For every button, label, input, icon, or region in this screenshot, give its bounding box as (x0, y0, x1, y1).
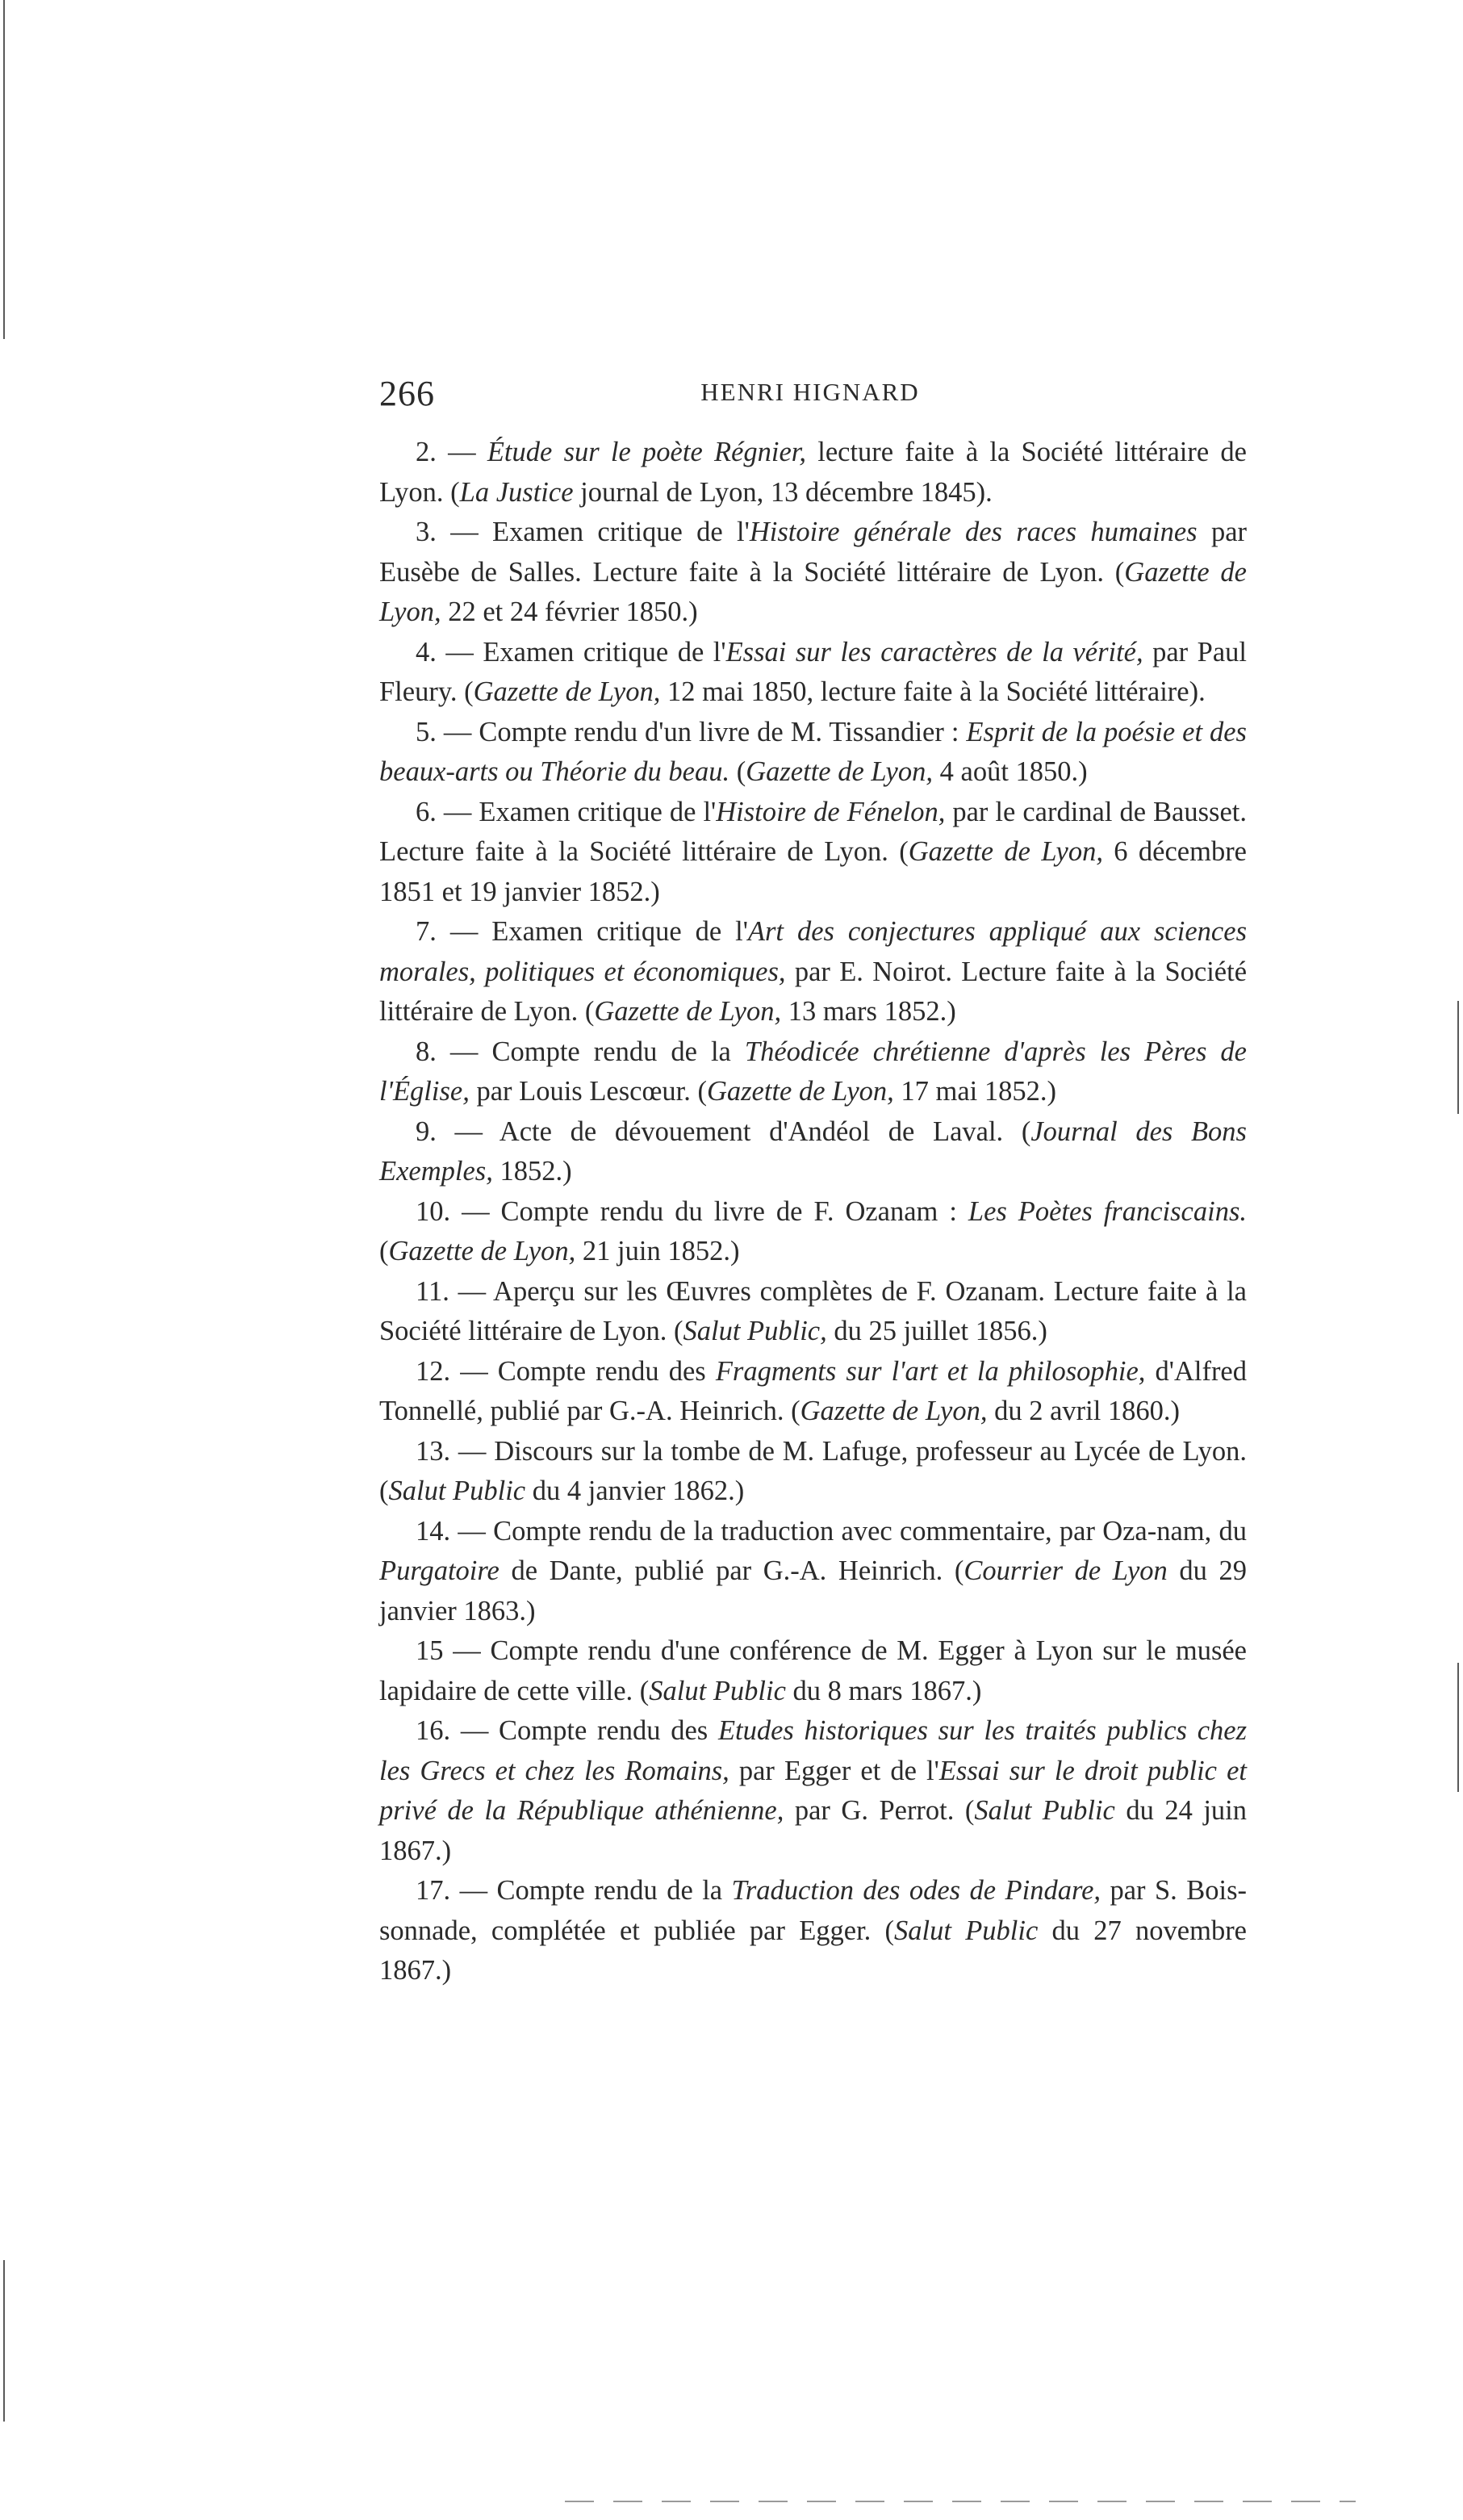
left-edge-mark-lower (3, 2260, 5, 2422)
entry-title-italic: Étude sur le poète Régnier, (487, 437, 807, 467)
bibliography-entry (379, 1871, 1247, 1991)
entry-number: 6. (416, 796, 437, 827)
entry-number: 2. (416, 437, 437, 467)
entry-text: — Examen critique de l' (436, 636, 726, 668)
entry-text: 21 juin 1852.) (575, 1236, 740, 1266)
entry-title-italic: Essai sur les caractères de la vérité, (725, 636, 1143, 668)
entry-text: — Examen critique de l' (436, 916, 748, 947)
entry-text: 22 et 24 février 1850.) (441, 597, 698, 627)
entry-text: 17 mai 1852.) (893, 1076, 1056, 1107)
entry-text: 13 mars 1852.) (781, 996, 956, 1027)
entry-title-italic: Salut Public (894, 1915, 1039, 1946)
bibliography-entry (379, 1272, 1247, 1352)
running-head: HENRI HIGNARD (700, 378, 920, 406)
entry-text: — Compte rendu de la traduction avec commentaire, par Oza-nam, du (450, 1515, 1247, 1547)
entry-text: par Paul Fleury. ( (379, 636, 1247, 707)
entry-text: ( (729, 756, 746, 787)
entry-text: par Eusèbe de Salles. Lecture faite à la Société littéraire de Lyon. ( (379, 517, 1247, 588)
entry-text: de Dante, publié par G.-A. Heinrich. ( (499, 1555, 964, 1586)
entry-title-italic: Histoire générale des races humaines (749, 517, 1198, 547)
entry-text: ( (379, 1236, 389, 1266)
entry-text: — Discours sur la tombe de M. Lafuge, professeur au Lycée de Lyon. ( (379, 1435, 1247, 1506)
entry-title-italic: Salut Public (388, 1476, 526, 1506)
entry-text: du 8 mars 1867.) (785, 1675, 982, 1706)
entry-text: par S. Bois-sonnade, complétée et publiée par Egger. ( (379, 1875, 1247, 1946)
entry-text: du 24 juin 1867.) (379, 1795, 1248, 1866)
entry-title-italic: Les Poètes franciscains. (968, 1195, 1248, 1227)
entry-text: — Examen critique de l' (436, 796, 717, 827)
entry-title-italic: Purgatoire (379, 1555, 500, 1586)
entry-text: du 25 juillet 1856.) (826, 1316, 1047, 1346)
entry-title-italic: Gazette de Lyon, (379, 556, 1247, 627)
entry-title-italic: Salut Public (974, 1795, 1115, 1826)
entry-text: par Egger et de l' (729, 1755, 939, 1786)
bibliography-entry (379, 1032, 1247, 1112)
entry-text: du 2 avril 1860.) (987, 1396, 1181, 1426)
entry-number: 16. (416, 1715, 451, 1746)
bibliography-entry (379, 713, 1247, 793)
entry-title-italic: Journal des Bons Exemples, (379, 1116, 1247, 1187)
page-number: 266 (379, 374, 435, 413)
entry-title-italic: Traduction des odes de Pindare, (731, 1875, 1101, 1906)
bibliography-list (379, 433, 1247, 1991)
entry-title-italic: La Justice (459, 476, 574, 508)
entry-text: du 4 janvier 1862.) (525, 1476, 745, 1506)
entry-title-italic: Gazette de Lyon, (473, 676, 661, 707)
entry-text: lecture faite à la Société littéraire de Lyon. ( (379, 437, 1247, 508)
bibliography-entry (379, 1512, 1247, 1632)
entry-title-italic: Gazette de Lyon, (800, 1396, 988, 1426)
entry-text: — Compte rendu du livre de F. Ozanam : (450, 1195, 968, 1227)
entry-title-italic: Histoire de Fénelon, (716, 796, 946, 827)
bibliography-entry (379, 1432, 1247, 1512)
entry-title-italic: Etudes historiques sur les traités publics chez les Grecs et chez les Romains, (379, 1715, 1247, 1786)
bottom-edge-dashes (565, 2501, 1356, 2502)
bibliography-entry (379, 513, 1247, 633)
entry-text: par G. Perrot. ( (784, 1795, 975, 1826)
bibliography-entry (379, 433, 1247, 513)
bibliography-entry (379, 1711, 1247, 1871)
entry-title-italic: Gazette de Lyon, (706, 1076, 894, 1107)
bibliography-entry (379, 1631, 1247, 1711)
entry-text: par le cardinal de Bausset. Lecture faite à la Société littéraire de Lyon. ( (379, 796, 1247, 867)
bibliography-entry (379, 912, 1247, 1032)
entry-title-italic: Gazette de Lyon, (388, 1236, 576, 1266)
entry-number: 13. (416, 1435, 451, 1467)
entry-title-italic: Gazette de Lyon, (908, 836, 1103, 867)
bibliography-entry (379, 1112, 1247, 1192)
right-edge-mark (1457, 1001, 1459, 1114)
entry-text: 12 mai 1850, lecture faite à la Société littéraire). (660, 676, 1206, 707)
entry-text: du 29 janvier 1863.) (379, 1555, 1247, 1626)
entry-text: 1852.) (492, 1156, 572, 1187)
entry-title-italic: Salut Public (649, 1675, 786, 1706)
entry-text: — Compte rendu de la (436, 1036, 745, 1067)
entry-text: — Compte rendu de la (450, 1875, 732, 1906)
entry-text: — Compte rendu d'un livre de M. Tissandier : (436, 716, 967, 747)
entry-title-italic: Courrier de Lyon (963, 1555, 1168, 1586)
entry-title-italic: Salut Public, (683, 1316, 827, 1346)
bibliography-entry (379, 1352, 1247, 1432)
entry-text: d'Alfred Tonnellé, publié par G.-A. Heinrich. ( (379, 1355, 1247, 1426)
entry-number: 11. (416, 1275, 449, 1307)
right-edge-mark-lower (1457, 1663, 1459, 1792)
page-header (379, 373, 1241, 421)
left-edge-mark (3, 0, 5, 339)
entry-title-italic: Théodicée chrétienne d'après les Pères de l'Église, (379, 1036, 1247, 1107)
entry-number: 9. (416, 1116, 437, 1147)
bibliography-entry (379, 633, 1247, 713)
entry-title-italic: Gazette de Lyon, (594, 996, 782, 1027)
entry-text: par E. Noirot. Lecture faite à la Société littéraire de Lyon. ( (379, 956, 1248, 1027)
entry-number: 10. (416, 1195, 451, 1227)
bibliography-entry (379, 1192, 1247, 1272)
entry-text: — Compte rendu des (450, 1355, 716, 1387)
entry-text: par Louis Lescœur. ( (469, 1076, 707, 1107)
entry-text: 6 décembre 1851 et 19 janvier 1852.) (379, 836, 1247, 907)
entry-title-italic: Esprit de la poésie et des beaux-arts ou Théorie du beau. (379, 716, 1247, 787)
entry-number: 4. (416, 636, 437, 668)
entry-number: 3. (416, 517, 437, 547)
entry-text: — Examen critique de l' (436, 517, 750, 547)
entry-text: journal de Lyon, 13 décembre 1845). (573, 476, 993, 508)
entry-text: — Compte rendu d'une conférence de M. Egger à Lyon sur le musée lapidaire de cette ville. ( (379, 1635, 1247, 1706)
entry-number: 12. (416, 1355, 451, 1387)
entry-text: — Acte de dévouement d'Andéol de Laval. ( (436, 1116, 1031, 1147)
entry-title-italic: Art des conjectures appliqué aux sciences morales, politiques et économiques, (379, 916, 1247, 987)
bibliography-entry (379, 793, 1247, 913)
entry-text: 4 août 1850.) (933, 756, 1088, 787)
entry-text: — Aperçu sur les Œuvres complètes de F. Ozanam. Lecture faite à la Société littéraire de Lyon. ( (379, 1275, 1247, 1346)
entry-number: 8. (416, 1036, 437, 1067)
entry-number: 14. (416, 1515, 451, 1547)
entry-number: 7. (416, 916, 437, 947)
entry-title-italic: Essai sur le droit public et privé de la République athénienne, (379, 1755, 1247, 1826)
entry-number: 5. (416, 716, 437, 747)
entry-text: — Compte rendu des (450, 1715, 718, 1746)
entry-number: 15 (416, 1635, 444, 1666)
entry-title-italic: Fragments sur l'art et la philosophie, (715, 1355, 1146, 1387)
entry-text: du 27 novembre 1867.) (379, 1915, 1247, 1986)
entry-number: 17. (416, 1875, 451, 1906)
entry-text: — (436, 437, 487, 467)
entry-title-italic: Gazette de Lyon, (746, 756, 933, 787)
